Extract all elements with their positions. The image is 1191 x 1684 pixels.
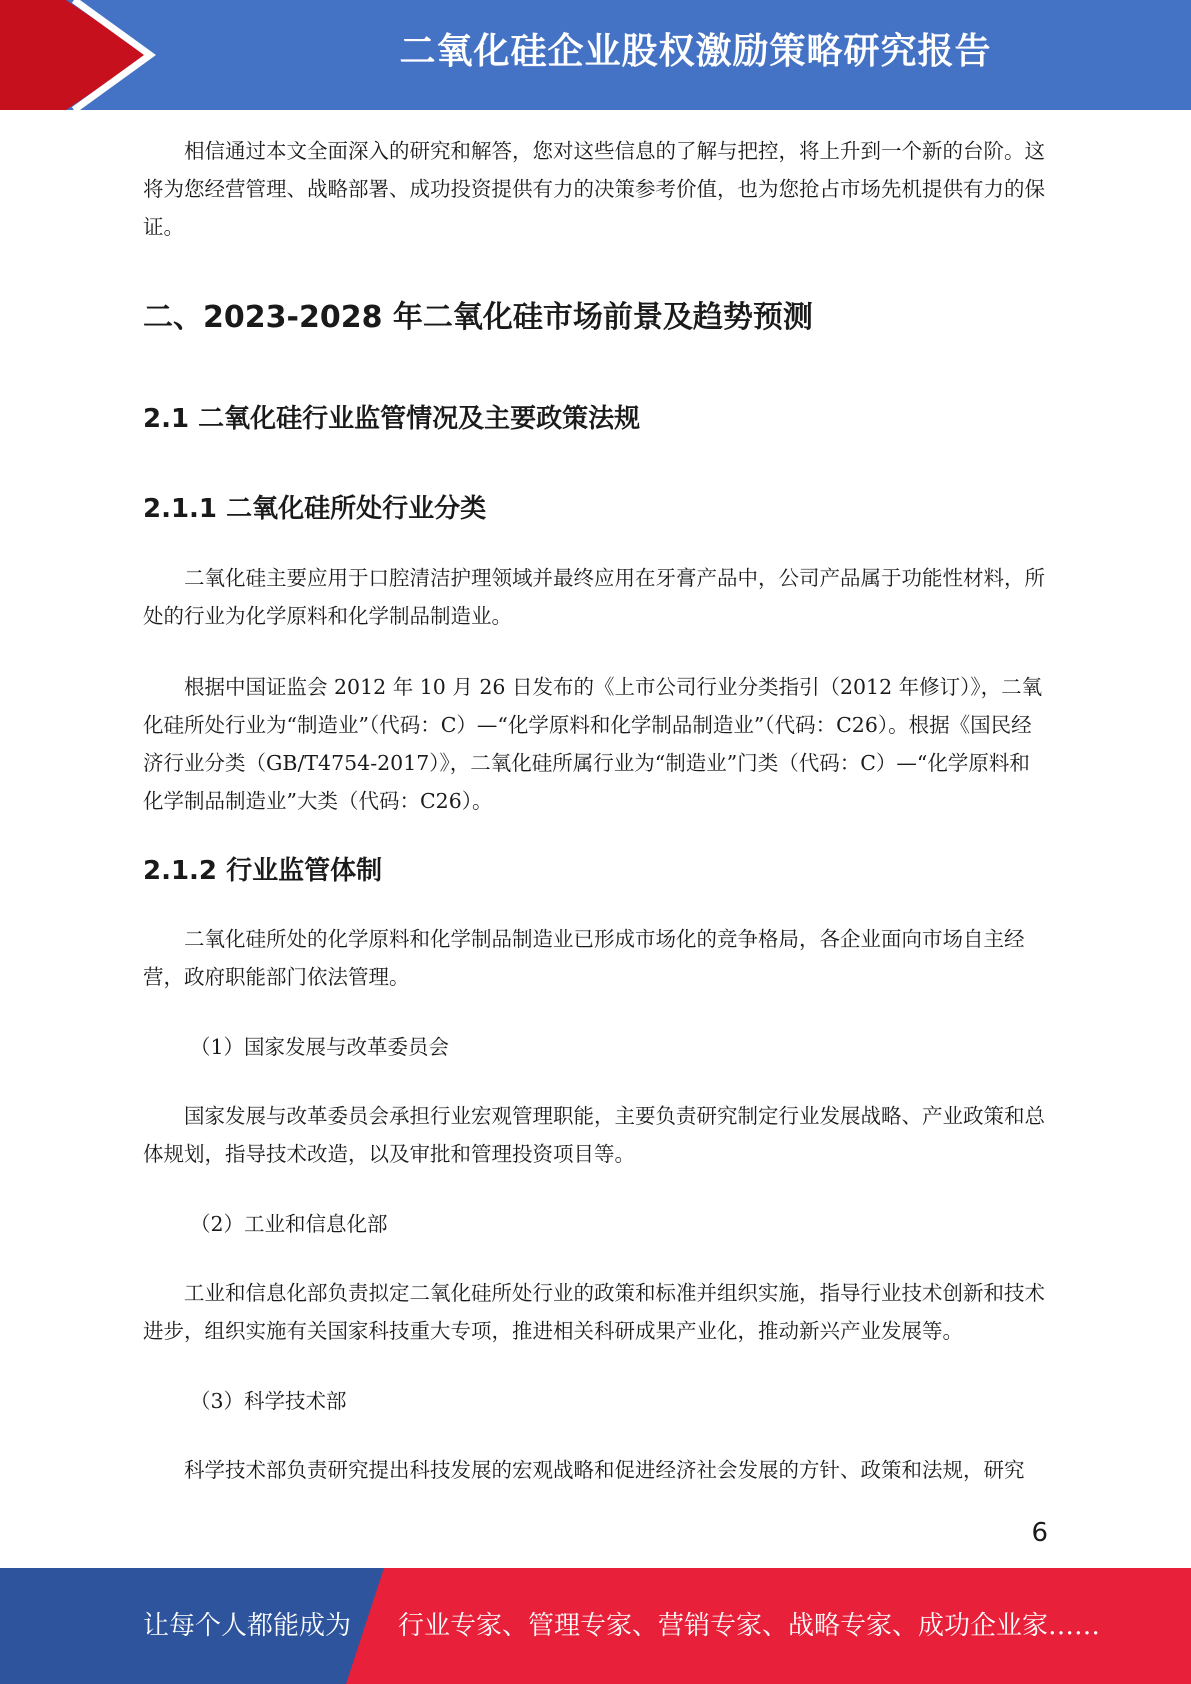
- subsection-title-2-1-1: 2.1.1 二氧化硅所处行业分类: [143, 494, 487, 524]
- paragraph-csrc-classification: 根据中国证监会 2012 年 10 月 26 日发布的《上市公司行业分类指引（2012 年修订）》，二氧化硅所处行业为“制造业”（代码：C）—“化学原料和化学制品制造业”（代码：C26）。根据《国民经济行业分类（GB/T4754-2017）》，二氧化硅所属行业为“制造业”门类（代码：C）—“化学原料和化学制品制造业”大类（代码：C26）。: [143, 675, 1043, 813]
- list-item-title-ndrc: （1）国家发展与改革委员会: [190, 1035, 450, 1059]
- paragraph-miit: 工业和信息化部负责拟定二氧化硅所处行业的政策和标准并组织实施，指导行业技术创新和技术进步，组织实施有关国家科技重大专项，推进相关科研成果产业化，推动新兴产业发展等。: [143, 1281, 1045, 1343]
- intro-paragraph: 相信通过本文全面深入的研究和解答，您对这些信息的了解与把控，将上升到一个新的台阶。这将为您经营管理、战略部署、成功投资提供有力的决策参考价值，也为您抢占市场先机提供有力的保证。: [143, 139, 1045, 239]
- paragraph-most: 科学技术部负责研究提出科技发展的宏观战略和促进经济社会发展的方针、政策和法规，研究: [184, 1458, 1025, 1482]
- header-arrow-decoration: [0, 0, 240, 110]
- page-number: 6: [1031, 1518, 1048, 1548]
- paragraph-industry-classification: 二氧化硅主要应用于口腔清洁护理领域并最终应用在牙膏产品中，公司产品属于功能性材料，所处的行业为化学原料和化学制品制造业。: [143, 566, 1045, 628]
- page-footer: [0, 1568, 1191, 1684]
- paragraph-ndrc: 国家发展与改革委员会承担行业宏观管理职能，主要负责研究制定行业发展战略、产业政策和总体规划，指导技术改造，以及审批和管理投资项目等。: [143, 1104, 1045, 1166]
- section-title: 二、2023-2028 年二氧化硅市场前景及趋势预测: [143, 300, 813, 335]
- list-item-title-most: （3）科学技术部: [190, 1389, 347, 1413]
- footer-slogan-left: 让每个人都能成为: [143, 1611, 352, 1641]
- paragraph-regulation-intro: 二氧化硅所处的化学原料和化学制品制造业已形成市场化的竞争格局，各企业面向市场自主经营，政府职能部门依法管理。: [143, 927, 1025, 989]
- list-item-title-miit: （2）工业和信息化部: [190, 1212, 388, 1236]
- page-header: [0, 0, 1191, 110]
- header-title: 二氧化硅企业股权激励策略研究报告: [399, 31, 992, 72]
- subsection-title-2-1-2: 2.1.2 行业监管体制: [143, 856, 383, 886]
- footer-slogan-right: 行业专家、管理专家、营销专家、战略专家、成功企业家……: [398, 1611, 1101, 1641]
- subsection-title-2-1: 2.1 二氧化硅行业监管情况及主要政策法规: [143, 404, 641, 434]
